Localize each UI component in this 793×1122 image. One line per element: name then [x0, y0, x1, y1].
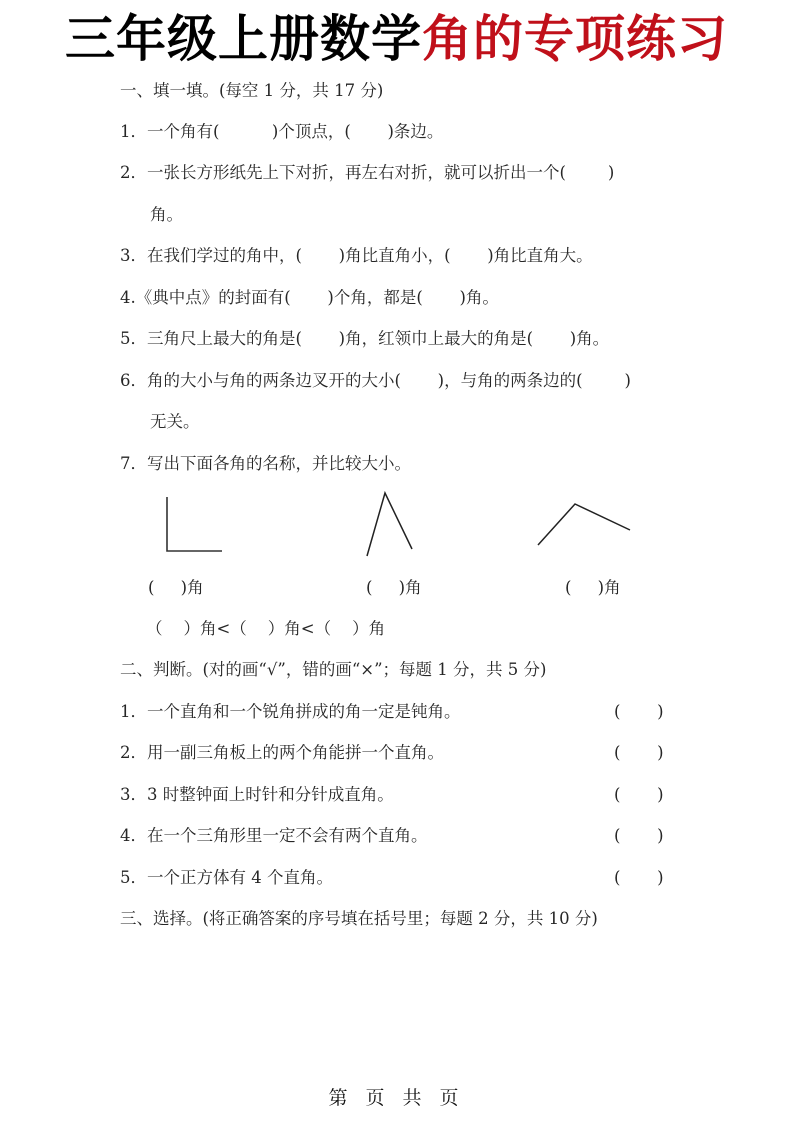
judge-question-3: 3．3 时整钟面上时针和分针成直角。: [120, 785, 394, 804]
section2-heading: 二、判断。(对的画“√”，错的画“×”；每题 1 分，共 5 分): [120, 660, 547, 679]
fill-question-5: 5．三角尺上最大的角是( )角，红领巾上最大的角是( )角。: [120, 329, 610, 348]
worksheet-title: [0, 6, 793, 72]
page-number-footer: 第 页 共 页: [328, 1087, 465, 1109]
fill-question-4: 4.《典中点》的封面有( )个角，都是( )角。: [120, 288, 499, 307]
acute-angle-figure: [367, 493, 412, 556]
fill-question-2: 2．一张长方形纸先上下对折，再左右对折，就可以折出一个( ): [120, 163, 615, 182]
obtuse-angle-figure: [538, 504, 630, 545]
judge-question-1: 1．一个直角和一个锐角拼成的角一定是钝角。: [120, 702, 461, 721]
fill-question-6: 6．角的大小与角的两条边叉开的大小( )，与角的两条边的( ): [120, 371, 631, 390]
title-topic-part: 角的专项练习: [422, 10, 728, 68]
judge-question-4: 4．在一个三角形里一定不会有两个直角。: [120, 826, 428, 845]
fill-question-1: 1．一个角有( )个顶点，( )条边。: [120, 122, 444, 141]
section3-heading: 三、选择。(将正确答案的序号填在括号里；每题 2 分，共 10 分): [120, 909, 598, 928]
judge-answer-blank-3[interactable]: ( ): [614, 785, 664, 804]
obtuse-angle-label: ( )角: [565, 578, 621, 597]
fill-question-6-cont: 无关。: [150, 412, 200, 431]
fill-question-7: 7．写出下面各角的名称，并比较大小。: [120, 454, 411, 473]
judge-answer-blank-5[interactable]: ( ): [614, 868, 664, 887]
fill-question-3: 3．在我们学过的角中，( )角比直角小，( )角比直角大。: [120, 246, 593, 265]
right-angle-label: ( )角: [148, 578, 204, 597]
judge-answer-blank-2[interactable]: ( ): [614, 743, 664, 762]
judge-answer-blank-1[interactable]: ( ): [614, 702, 664, 721]
section1-heading: 一、填一填。(每空 1 分，共 17 分): [120, 81, 384, 100]
judge-answer-blank-4[interactable]: ( ): [614, 826, 664, 845]
title-grade-part: 三年级上册数学: [65, 10, 422, 68]
acute-angle-label: ( )角: [366, 578, 422, 597]
judge-question-2: 2．用一副三角板上的两个角能拼一个直角。: [120, 743, 444, 762]
right-angle-figure: [167, 497, 222, 551]
angle-compare-line: （ ）角<（ ）角<（ ）角: [146, 619, 386, 638]
judge-question-5: 5．一个正方体有 4 个直角。: [120, 868, 333, 887]
fill-question-2-cont: 角。: [150, 205, 183, 224]
